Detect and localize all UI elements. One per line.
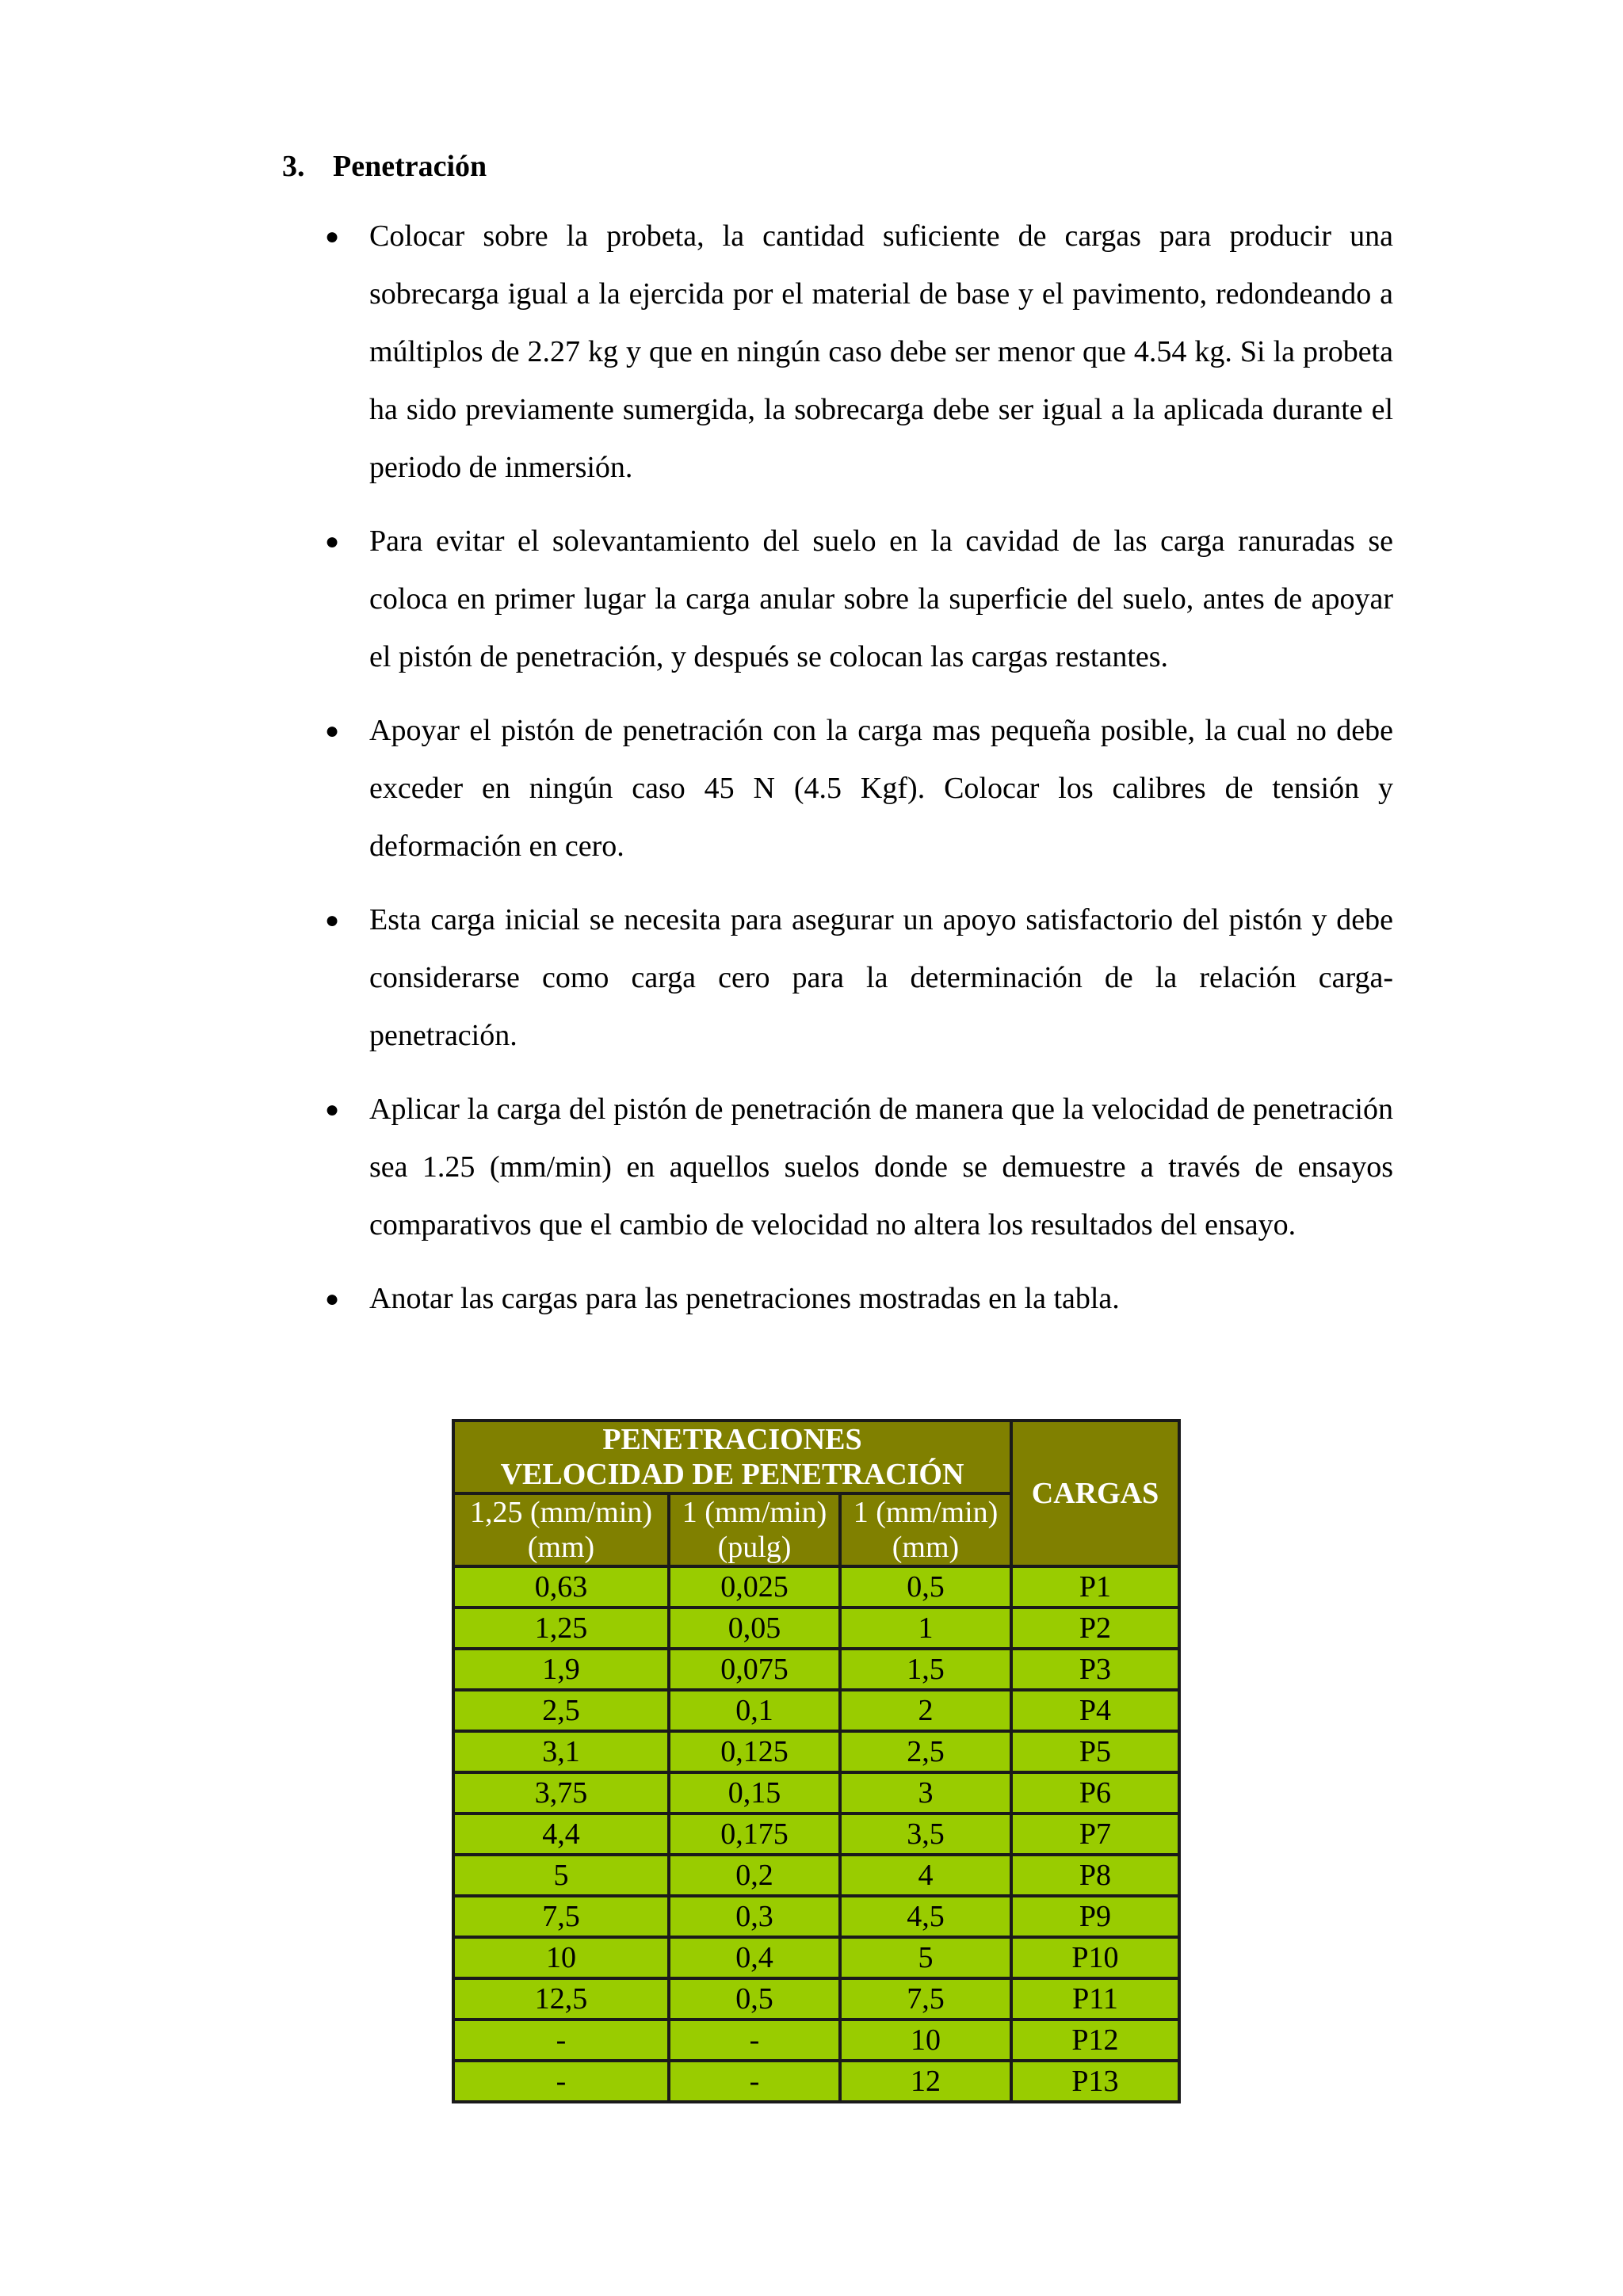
table-cell: P9 xyxy=(1011,1896,1179,1937)
table-cell: 3,75 xyxy=(453,1772,669,1814)
table-cell: P10 xyxy=(1011,1937,1179,1978)
header-unit-1: (mm) xyxy=(453,1530,669,1566)
table-cell: 0,1 xyxy=(669,1690,840,1731)
table-cell: - xyxy=(453,2061,669,2102)
table-cell: 3 xyxy=(840,1772,1011,1814)
table-cell: P8 xyxy=(1011,1855,1179,1896)
table-row xyxy=(453,1772,1179,1814)
table-cell: 1,5 xyxy=(840,1649,1011,1690)
table-row xyxy=(453,1978,1179,2019)
table-cell: 0,5 xyxy=(669,1978,840,2019)
header-speed-1: 1,25 (mm/min) xyxy=(453,1493,669,1530)
table-cell: 5 xyxy=(840,1937,1011,1978)
table-cell: 3,5 xyxy=(840,1814,1011,1855)
header-speed-2: 1 (mm/min) xyxy=(669,1493,840,1530)
table-cell: 4 xyxy=(840,1855,1011,1896)
table-body xyxy=(453,1566,1179,2102)
table-cell: 0,63 xyxy=(453,1566,669,1608)
table-cell: P5 xyxy=(1011,1731,1179,1772)
table-cell: 2 xyxy=(840,1690,1011,1731)
table-row xyxy=(453,1649,1179,1690)
list-item-text: Esta carga inicial se necesita para asegurar un apoyo satisfactorio del pistón y debe considerarse como carga cero para la determinación de la relación carga-penetración. xyxy=(369,903,1393,1052)
table-row xyxy=(453,2019,1179,2061)
table-cell: 12,5 xyxy=(453,1978,669,2019)
table-cell: 0,2 xyxy=(669,1855,840,1896)
list-item xyxy=(282,208,1393,497)
table-cell: 0,175 xyxy=(669,1814,840,1855)
procedure-list xyxy=(282,208,1393,1344)
table-cell: 0,3 xyxy=(669,1896,840,1937)
table-row xyxy=(453,1937,1179,1978)
list-item-text: Para evitar el solevantamiento del suelo en la cavidad de las carga ranuradas se coloca en primer lugar la carga anular sobre la superficie del suelo, antes de apoyar el pistón de penetración, y después se colocan las cargas restantes. xyxy=(369,524,1393,673)
list-item xyxy=(282,1270,1393,1328)
table-cell: 0,125 xyxy=(669,1731,840,1772)
table-cell: P3 xyxy=(1011,1649,1179,1690)
table-cell: 12 xyxy=(840,2061,1011,2102)
table-cell: P7 xyxy=(1011,1814,1179,1855)
list-item xyxy=(282,891,1393,1065)
header-speed-3: 1 (mm/min) xyxy=(840,1493,1011,1530)
table-cell: 5 xyxy=(453,1855,669,1896)
penetration-table xyxy=(452,1419,1181,2103)
table-row xyxy=(453,1690,1179,1731)
bullet-icon: ● xyxy=(325,528,340,555)
header-unit-3: (mm) xyxy=(840,1530,1011,1566)
list-item xyxy=(282,1081,1393,1254)
table-cell: 4,5 xyxy=(840,1896,1011,1937)
table-cell: 7,5 xyxy=(453,1896,669,1937)
table-cell: P2 xyxy=(1011,1608,1179,1649)
table-row xyxy=(453,1731,1179,1772)
table-cell: - xyxy=(453,2019,669,2061)
table-cell: 0,15 xyxy=(669,1772,840,1814)
list-item-text: Apoyar el pistón de penetración con la carga mas pequeña posible, la cual no debe exceder en ningún caso 45 N (4.5 Kgf). Colocar los calibres de tensión y deformación en cero. xyxy=(369,714,1393,863)
table-row xyxy=(453,1566,1179,1608)
section-title: Penetración xyxy=(333,150,487,183)
list-item xyxy=(282,513,1393,686)
bullet-icon: ● xyxy=(325,1097,340,1123)
bullet-icon: ● xyxy=(325,718,340,744)
table-row xyxy=(453,1814,1179,1855)
header-penetraciones: PENETRACIONES xyxy=(453,1421,1011,1457)
table-row xyxy=(453,1608,1179,1649)
table-row xyxy=(453,1855,1179,1896)
bullet-icon: ● xyxy=(325,1286,340,1312)
table-cell: - xyxy=(669,2061,840,2102)
list-item-text: Aplicar la carga del pistón de penetración de manera que la velocidad de penetración sea 1.25 (mm/min) en aquellos suelos donde se demuestre a través de ensayos comparativos que el cambio de velocidad no altera los resultados del ensayo. xyxy=(369,1093,1393,1241)
table-cell: 10 xyxy=(840,2019,1011,2061)
table-cell: 0,075 xyxy=(669,1649,840,1690)
table-cell: P1 xyxy=(1011,1566,1179,1608)
table-row xyxy=(453,1896,1179,1937)
table-cell: 3,1 xyxy=(453,1731,669,1772)
bullet-icon: ● xyxy=(325,223,340,250)
table-cell: 1,9 xyxy=(453,1649,669,1690)
header-unit-2: (pulg) xyxy=(669,1530,840,1566)
header-velocidad: VELOCIDAD DE PENETRACIÓN xyxy=(453,1457,1011,1493)
table-cell: P6 xyxy=(1011,1772,1179,1814)
table-cell: 2,5 xyxy=(840,1731,1011,1772)
table-cell: 0,4 xyxy=(669,1937,840,1978)
table-cell: 7,5 xyxy=(840,1978,1011,2019)
list-item-text: Anotar las cargas para las penetraciones mostradas en la tabla. xyxy=(369,1282,1120,1315)
list-item-text: Colocar sobre la probeta, la cantidad suficiente de cargas para producir una sobrecarga igual a la ejercida por el material de base y el pavimento, redondeando a múltiplos de 2.27 kg y que en ningún caso debe ser menor que 4.54 kg. Si la probeta ha sido previamente sumergida, la sobrecarga debe ser igual a la aplicada durante el periodo de inmersión. xyxy=(369,219,1393,484)
table-cell: 1 xyxy=(840,1608,1011,1649)
table-cell: 4,4 xyxy=(453,1814,669,1855)
table-cell: 1,25 xyxy=(453,1608,669,1649)
table-row xyxy=(453,2061,1179,2102)
list-item xyxy=(282,702,1393,875)
table-cell: P11 xyxy=(1011,1978,1179,2019)
section-heading xyxy=(282,143,487,190)
table-cell: P4 xyxy=(1011,1690,1179,1731)
header-cargas: CARGAS xyxy=(1011,1421,1179,1566)
table-cell: P12 xyxy=(1011,2019,1179,2061)
section-number: 3. xyxy=(282,150,305,183)
table-cell: - xyxy=(669,2019,840,2061)
table-cell: 10 xyxy=(453,1937,669,1978)
table-cell: P13 xyxy=(1011,2061,1179,2102)
table-cell: 0,025 xyxy=(669,1566,840,1608)
bullet-icon: ● xyxy=(325,907,340,933)
table-cell: 2,5 xyxy=(453,1690,669,1731)
table-cell: 0,05 xyxy=(669,1608,840,1649)
table-cell: 0,5 xyxy=(840,1566,1011,1608)
